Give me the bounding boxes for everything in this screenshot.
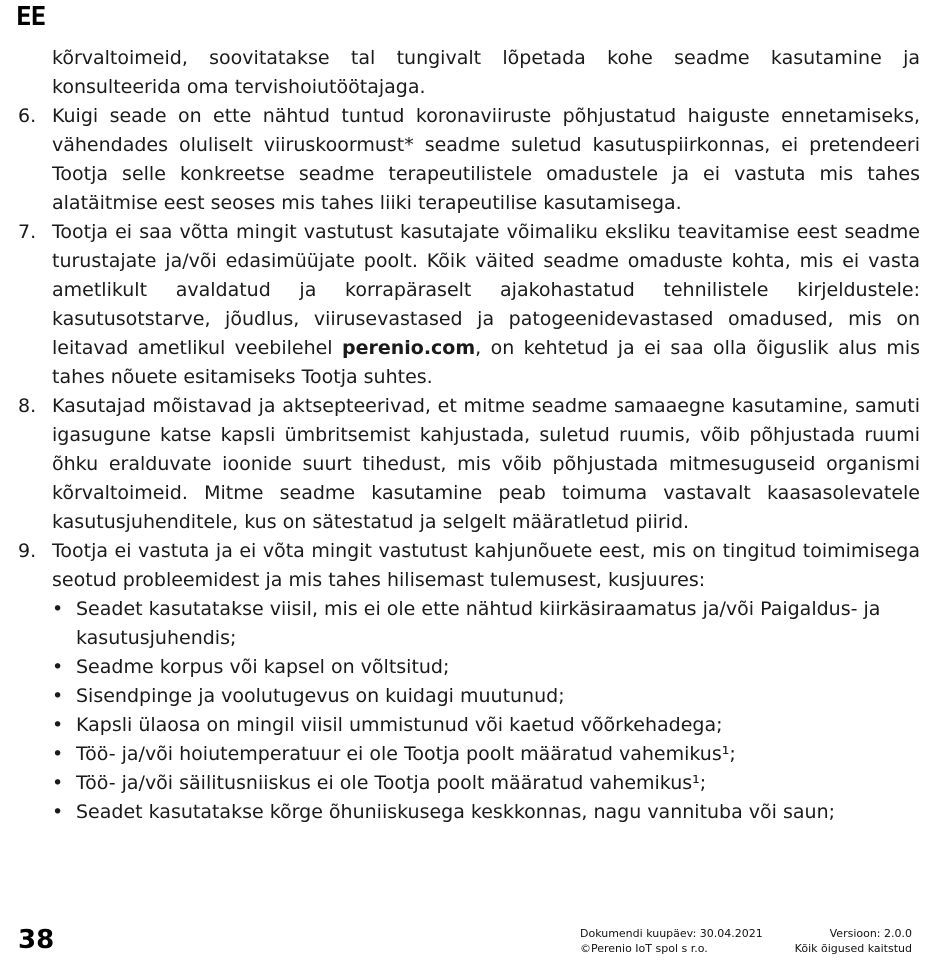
bullet-item bbox=[52, 595, 920, 653]
bullet-item bbox=[52, 682, 920, 711]
item-text-after: , on kehtetud ja ei saa olla õiguslik alus mis tahes nõuete esitamiseks Tootja suhtes. bbox=[52, 337, 920, 388]
item-text: Kasutajad mõistavad ja aktsepteerivad, et mitme seadme samaaegne kasutamine, samuti igasugune katse kapsli ümbritsemist kahjustada, suletud ruumis, võib põhjustada ruumi õhku eralduvate ioonide suurt tihedust, mis võib põhjustada mitmesuguseid organismi kõrvaltoimeid. Mitme seadme kasutamine peab toimuma vastavalt kaasasolevatele kasutusjuhenditele, kus on sätestatud ja selgelt määratletud piirid. bbox=[52, 395, 920, 533]
bullet-icon: • bbox=[52, 801, 64, 823]
item-text bbox=[52, 218, 920, 392]
bullet-icon: • bbox=[52, 685, 64, 707]
document-date: Dokumendi kuupäev: 30.04.2021 bbox=[580, 927, 763, 940]
item-text-before: Tootja ei saa võtta mingit vastutust kasutajate võimaliku eksliku teavitamise eest seadme turustajate ja/või edasimüüjate poolt. Kõik väited seadme omaduste kohta, mis ei vasta ametlikult avaldatud ja korrapäraselt ajakohastatud tehnilistele kirjeldustele: kasutusotstarve, jõudlus, viirusevastased ja patogeenidevastased omadused, mis on leitavad ametlikul veebilehel bbox=[52, 221, 920, 359]
footer-info bbox=[580, 926, 912, 956]
bullet-icon: • bbox=[52, 598, 64, 620]
bullet-item bbox=[52, 653, 920, 682]
bullet-text: Kapsli ülaosa on mingil viisil ummistunud või kaetud võõrkehadega; bbox=[76, 714, 723, 736]
bullet-text: Seadet kasutatakse kõrge õhuniiskusega keskkonnas, nagu vannituba või saun; bbox=[76, 801, 836, 823]
item-text: Kuigi seade on ette nähtud tuntud koronaviiruste põhjustatud haiguste ennetamiseks, vähendades oluliselt viiruskoormust* seadme suletud kasutuspiirkonnas, ei pretendeeri Tootja selle konkreetse seadme terapeutilistele omadustele ja ei vastuta mis tahes alatäitmise eest seoses mis tahes liiki terapeutilise kasutamisega. bbox=[52, 105, 920, 214]
bullet-icon: • bbox=[52, 656, 64, 678]
bullet-icon: • bbox=[52, 714, 64, 736]
copyright-text: ©Perenio IoT spol s r.o. bbox=[580, 942, 708, 955]
document-body bbox=[18, 44, 920, 827]
version-label: Versioon: 2.0.0 bbox=[829, 927, 912, 940]
bullet-text: Seadme korpus või kapsel on võltsitud; bbox=[76, 656, 450, 678]
intro-continuation: kõrvaltoimeid, soovitatakse tal tungivalt lõpetada kohe seadme kasutamine ja konsulteerida oma tervishoiutöötajaga. bbox=[52, 47, 920, 98]
list-item-8 bbox=[18, 392, 920, 537]
language-badge: EE bbox=[16, 2, 46, 32]
bullet-icon: • bbox=[52, 772, 64, 794]
item-number: 6. bbox=[18, 105, 37, 127]
website-link[interactable]: perenio.com bbox=[341, 337, 476, 359]
item-number: 7. bbox=[18, 221, 37, 243]
item-number: 9. bbox=[18, 540, 37, 562]
bullet-text: Sisendpinge ja voolutugevus on kuidagi muutunud; bbox=[76, 685, 565, 707]
list-item-9 bbox=[18, 537, 920, 595]
bullet-item bbox=[52, 769, 920, 798]
bullet-item bbox=[52, 798, 920, 827]
rights-text: Kõik õigused kaitstud bbox=[794, 942, 912, 955]
bullet-text: Seadet kasutatakse viisil, mis ei ole ette nähtud kiirkäsiraamatus ja/või Paigaldus- ja kasutusjuhendis; bbox=[76, 598, 881, 649]
bullet-text: Töö- ja/või säilitusniiskus ei ole Tootja poolt määratud vahemikus¹; bbox=[76, 772, 707, 794]
bullet-text: Töö- ja/või hoiutemperatuur ei ole Tootja poolt määratud vahemikus¹; bbox=[76, 743, 736, 765]
item-text: Tootja ei vastuta ja ei võta mingit vastutust kahjunõuete eest, mis on tingitud toimimisega seotud probleemidest ja mis tahes hilisemast tulemusest, kusjuures: bbox=[52, 540, 920, 591]
list-item-7 bbox=[18, 218, 920, 392]
condition-list bbox=[18, 595, 920, 827]
bullet-icon: • bbox=[52, 743, 64, 765]
list-item-6 bbox=[18, 102, 920, 218]
bullet-item bbox=[52, 740, 920, 769]
page-number: 38 bbox=[18, 925, 55, 955]
bullet-item bbox=[52, 711, 920, 740]
item-number: 8. bbox=[18, 395, 37, 417]
